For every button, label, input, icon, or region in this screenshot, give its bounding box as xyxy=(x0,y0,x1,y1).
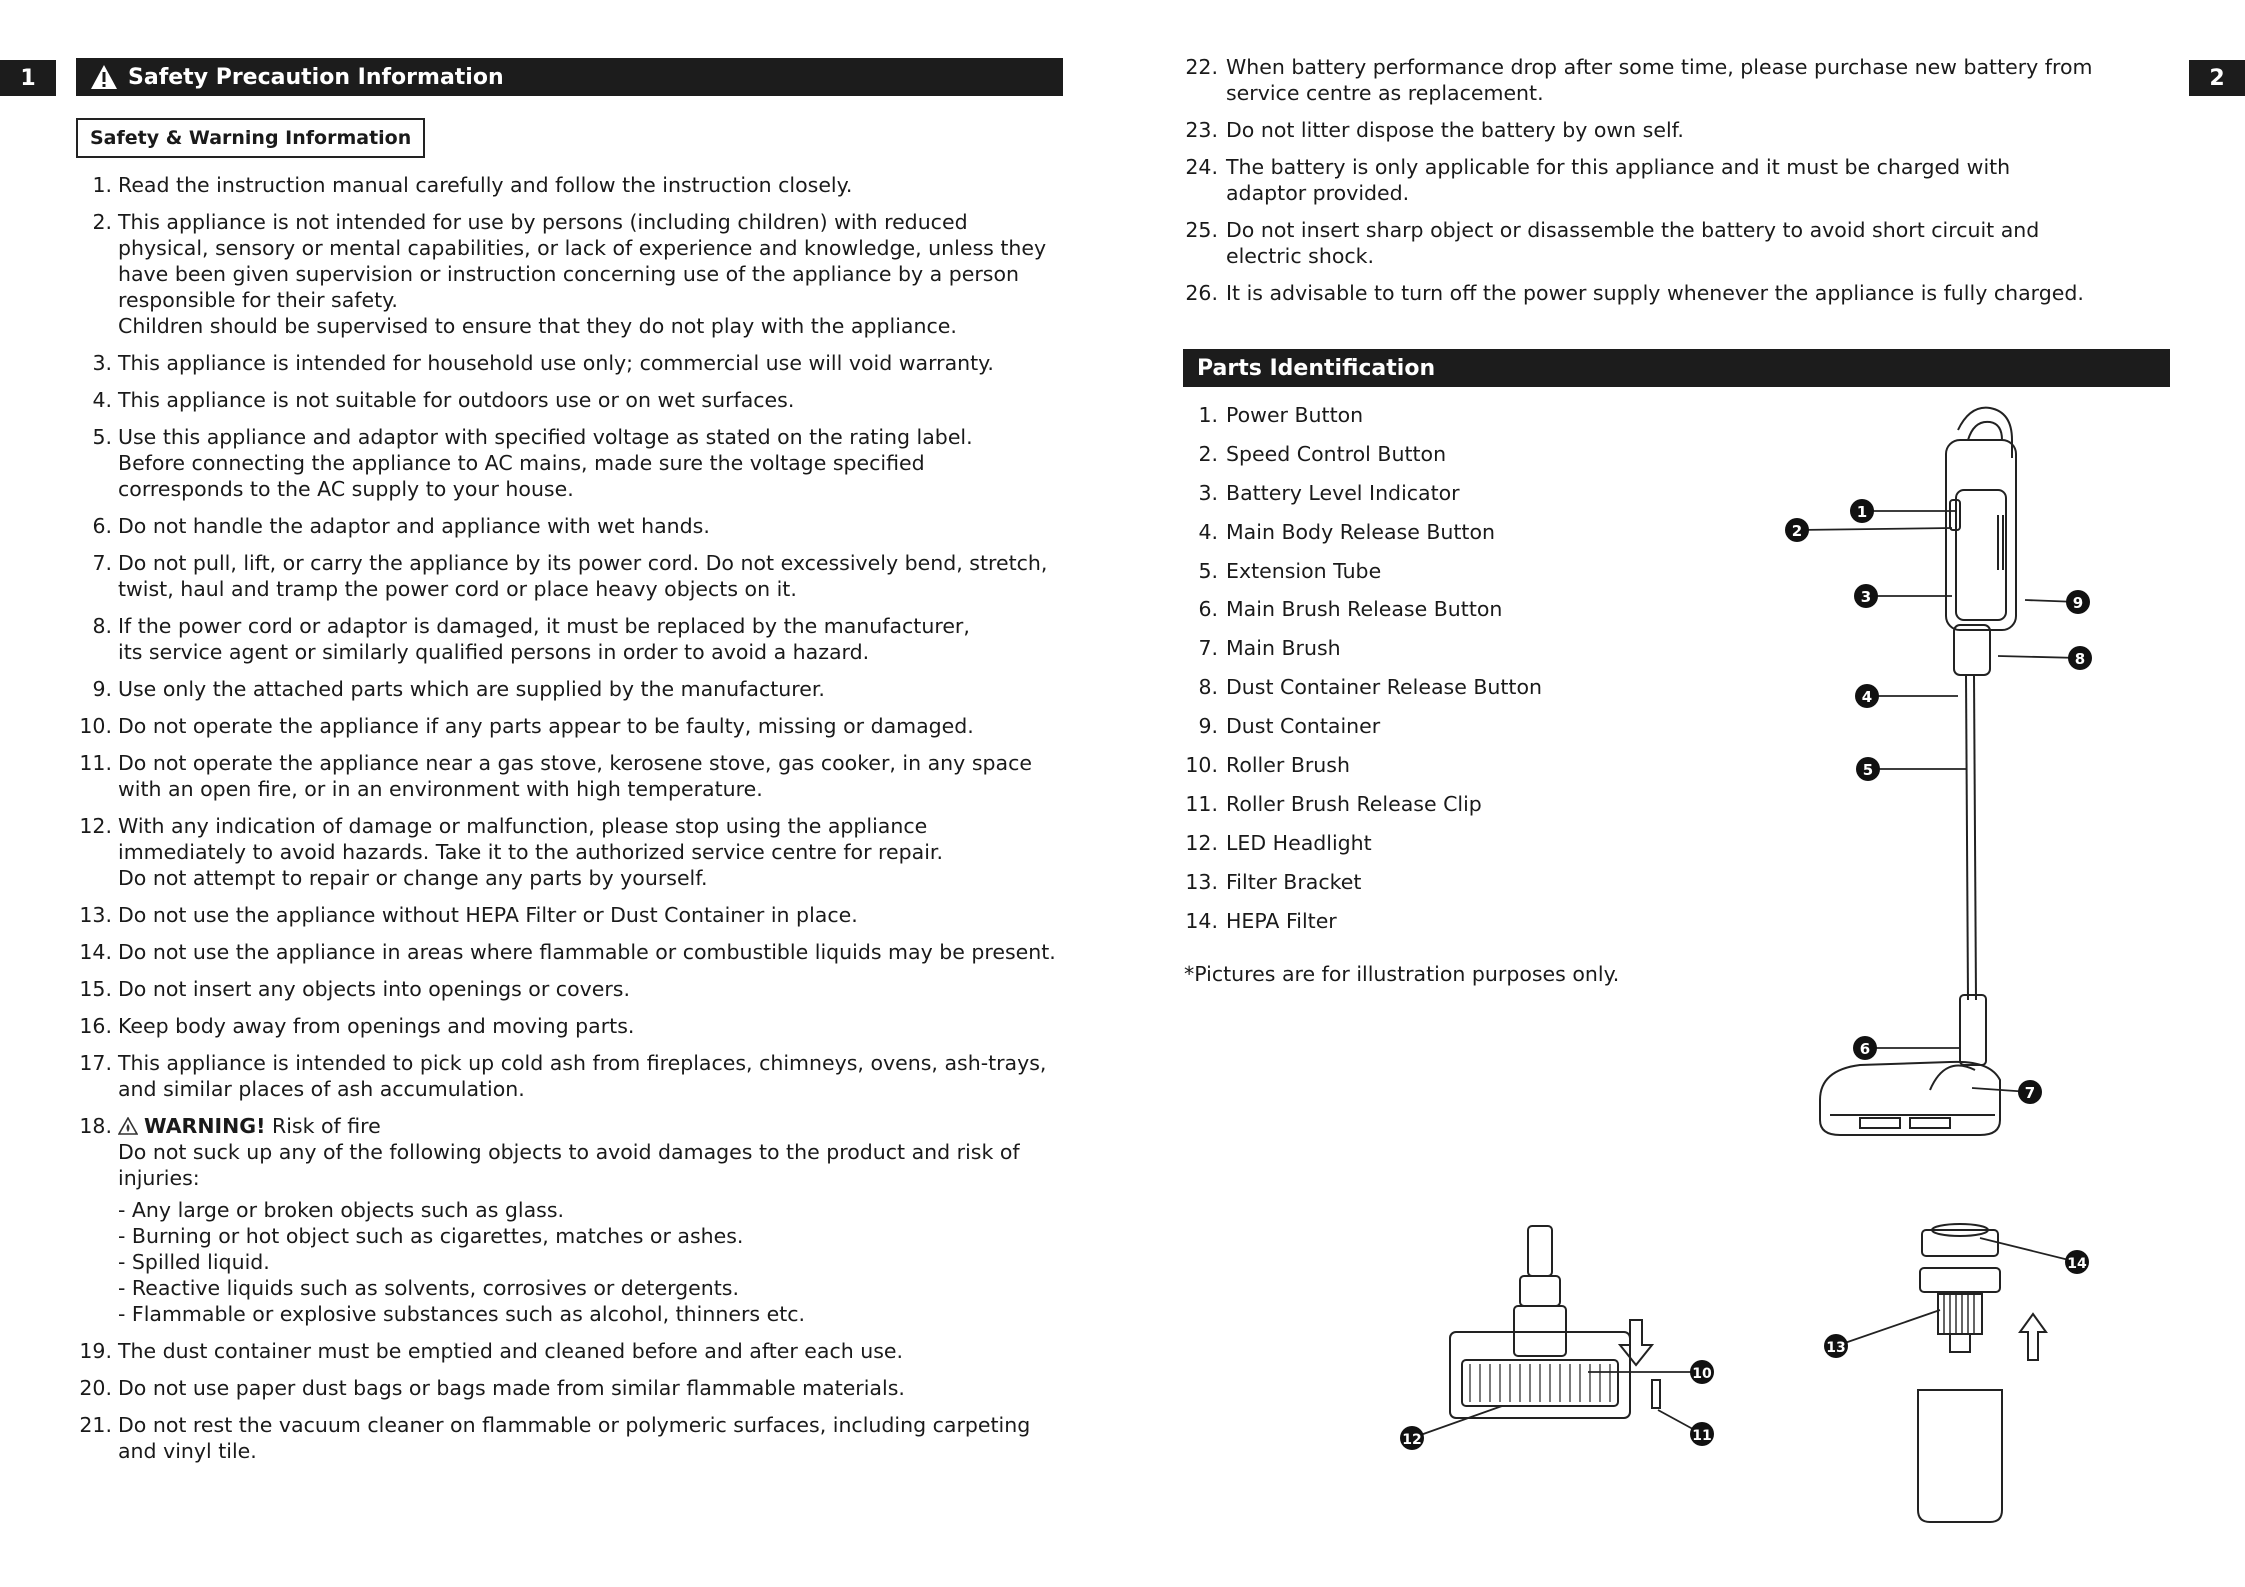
safety-item-number: 14. xyxy=(79,940,112,964)
safety-item-warning xyxy=(78,1113,1068,1327)
safety-item-number: 5. xyxy=(92,425,112,449)
safety-item-number: 18. xyxy=(79,1114,112,1138)
safety-item-text: Do not operate the appliance near a gas stove, kerosene stove, gas cooker, in any space with an open fire, or in an environment with high temperature. xyxy=(118,751,1032,801)
fire-warning-icon xyxy=(118,1117,138,1135)
safety-item xyxy=(78,713,1068,739)
safety-warning-subheader: Safety & Warning Information xyxy=(76,118,425,158)
safety-item-text: This appliance is intended to pick up cold ash from fireplaces, chimneys, ovens, ash-trays, and similar places of ash accumulation. xyxy=(118,1051,1047,1101)
svg-text:7: 7 xyxy=(2024,1084,2036,1102)
safety-item-text: Do not rest the vacuum cleaner on flammable or polymeric surfaces, including carpeting and vinyl tile. xyxy=(118,1413,1031,1463)
safety-item-text: With any indication of damage or malfunction, please stop using the appliance immediately to avoid hazards. Take it to the authorized service centre for repair. Do not attempt to repair or change any parts by yourself. xyxy=(118,814,943,890)
safety-item-number: 20. xyxy=(79,1376,112,1400)
part-item-number: 6. xyxy=(1198,597,1218,622)
safety-list xyxy=(78,172,1068,1475)
part-item-text: Power Button xyxy=(1226,403,1364,427)
svg-text:10: 10 xyxy=(1692,1366,1712,1382)
safety-item-number: 9. xyxy=(92,677,112,701)
safety-item-number: 8. xyxy=(92,614,112,638)
safety-item-number: 12. xyxy=(79,814,112,838)
callout-7 xyxy=(2018,1080,2042,1104)
safety-item-text: Read the instruction manual carefully and follow the instruction closely. xyxy=(118,173,853,197)
safety-item-text: Do not pull, lift, or carry the appliance by its power cord. Do not excessively bend, stretch, twist, haul and tramp the power cord or place heavy objects on it. xyxy=(118,551,1048,601)
safety-item-number: 2. xyxy=(92,210,112,234)
safety-item-text: The dust container must be emptied and cleaned before and after each use. xyxy=(118,1339,904,1363)
part-item xyxy=(1184,791,1704,817)
svg-text:4: 4 xyxy=(1861,688,1873,706)
safety-item-number: 22. xyxy=(1185,55,1218,79)
part-item-number: 12. xyxy=(1185,830,1218,855)
safety-item xyxy=(78,513,1068,539)
safety-item xyxy=(78,350,1068,376)
part-item-text: LED Headlight xyxy=(1226,830,1372,855)
safety-item-text: If the power cord or adaptor is damaged, it must be replaced by the manufacturer, its service agent or similarly qualified persons in order to avoid a hazard. xyxy=(118,614,970,664)
safety-item-number: 11. xyxy=(79,751,112,775)
callout-13 xyxy=(1824,1334,1848,1358)
part-item xyxy=(1184,558,1704,584)
callout-10 xyxy=(1690,1360,1714,1384)
safety-item-text: Do not use the appliance without HEPA Filter or Dust Container in place. xyxy=(118,903,858,927)
safety-item-text: Do not insert sharp object or disassemble the battery to avoid short circuit and electric shock. xyxy=(1226,218,2040,268)
part-item-number: 10. xyxy=(1185,753,1218,778)
callout-5 xyxy=(1856,757,1880,781)
safety-item xyxy=(78,976,1068,1002)
page-number-left: 1 xyxy=(0,60,56,96)
callout-6 xyxy=(1853,1036,1877,1060)
safety-item-number: 21. xyxy=(79,1413,112,1437)
hazard-sublist xyxy=(118,1197,1068,1327)
part-item-text: Roller Brush Release Clip xyxy=(1226,791,1482,816)
safety-item xyxy=(78,1013,1068,1039)
safety-item xyxy=(78,1412,1068,1464)
callout-9 xyxy=(2066,590,2090,614)
part-item xyxy=(1184,441,1704,467)
safety-item-text: It is advisable to turn off the power supply whenever the appliance is fully charged. xyxy=(1226,281,2084,305)
part-item-number: 14. xyxy=(1185,908,1218,933)
part-item xyxy=(1184,480,1704,506)
part-item-number: 13. xyxy=(1185,869,1218,894)
callout-14 xyxy=(2065,1250,2089,1274)
part-item xyxy=(1184,830,1704,856)
part-item xyxy=(1184,752,1704,778)
hazard-item: - Burning or hot object such as cigarettes, matches or ashes. xyxy=(118,1224,744,1248)
safety-item-number: 24. xyxy=(1185,155,1218,179)
part-item xyxy=(1184,908,1704,934)
safety-item-text: Do not handle the adaptor and appliance with wet hands. xyxy=(118,514,710,538)
part-item-number: 7. xyxy=(1198,636,1218,661)
filter-diagram xyxy=(1810,1210,2100,1530)
safety-item xyxy=(1184,154,2144,206)
roller-brush-diagram xyxy=(1390,1220,1730,1465)
safety-item xyxy=(1184,217,2144,269)
safety-item-text: The battery is only applicable for this appliance and it must be charged with adaptor provided. xyxy=(1226,155,2011,205)
part-item-text: HEPA Filter xyxy=(1226,908,1337,933)
safety-item-number: 3. xyxy=(92,351,112,375)
part-item xyxy=(1184,402,1704,428)
safety-item xyxy=(78,387,1068,413)
svg-text:13: 13 xyxy=(1826,1340,1846,1356)
safety-item-text: When battery performance drop after some time, please purchase new battery from service centre as replacement. xyxy=(1226,55,2093,105)
safety-item xyxy=(78,939,1068,965)
part-item-text: Filter Bracket xyxy=(1226,869,1362,894)
part-item-text: Main Brush Release Button xyxy=(1226,597,1503,622)
part-item-number: 1. xyxy=(1198,403,1218,427)
up-arrow-icon xyxy=(2020,1314,2046,1360)
svg-text:11: 11 xyxy=(1692,1428,1712,1444)
warning-description: Do not suck up any of the following objects to avoid damages to the product and risk of injuries: xyxy=(118,1140,1020,1190)
callout-1 xyxy=(1850,499,1874,523)
vacuum-diagram xyxy=(1760,400,2100,1150)
hazard-item: - Any large or broken objects such as glass. xyxy=(118,1198,565,1222)
part-item-number: 9. xyxy=(1198,714,1218,739)
safety-item-number: 10. xyxy=(79,714,112,738)
part-item-number: 4. xyxy=(1198,519,1218,544)
part-item-number: 5. xyxy=(1198,558,1218,583)
hazard-item: - Flammable or explosive substances such as alcohol, thinners etc. xyxy=(118,1302,806,1326)
svg-text:8: 8 xyxy=(2074,650,2086,668)
part-item-text: Speed Control Button xyxy=(1226,441,1447,466)
svg-text:1: 1 xyxy=(1856,503,1868,521)
safety-item-number: 1. xyxy=(92,173,112,197)
safety-item xyxy=(78,1375,1068,1401)
safety-item-text: This appliance is intended for household use only; commercial use will void warranty. xyxy=(118,351,994,375)
down-arrow-icon xyxy=(1620,1320,1652,1365)
safety-item-text: Do not use paper dust bags or bags made from similar flammable materials. xyxy=(118,1376,905,1400)
safety-header-title: Safety Precaution Information xyxy=(128,64,504,90)
page-number-right: 2 xyxy=(2189,60,2245,96)
safety-item-number: 4. xyxy=(92,388,112,412)
svg-text:6: 6 xyxy=(1859,1040,1871,1058)
safety-item xyxy=(1184,54,2144,106)
safety-item-text: Use only the attached parts which are supplied by the manufacturer. xyxy=(118,677,825,701)
safety-item-text: Keep body away from openings and moving parts. xyxy=(118,1014,635,1038)
safety-item-text: Do not insert any objects into openings or covers. xyxy=(118,977,630,1001)
safety-item xyxy=(78,1050,1068,1102)
safety-item xyxy=(78,750,1068,802)
safety-item-number: 15. xyxy=(79,977,112,1001)
svg-text:3: 3 xyxy=(1860,588,1872,606)
safety-item-number: 16. xyxy=(79,1014,112,1038)
warning-triangle-icon xyxy=(90,64,118,90)
part-item-number: 2. xyxy=(1198,441,1218,466)
parts-list xyxy=(1184,402,1704,946)
part-item-number: 8. xyxy=(1198,675,1218,700)
safety-item xyxy=(78,172,1068,198)
warning-text: Risk of fire xyxy=(265,1114,381,1138)
safety-item-number: 25. xyxy=(1185,218,1218,242)
svg-text:12: 12 xyxy=(1402,1432,1422,1448)
safety-item-text: This appliance is not suitable for outdoors use or on wet surfaces. xyxy=(118,388,795,412)
safety-item xyxy=(78,209,1068,339)
callout-2 xyxy=(1785,518,1809,542)
illustration-note: *Pictures are for illustration purposes only. xyxy=(1184,962,1620,986)
safety-item-text: Use this appliance and adaptor with specified voltage as stated on the rating label. Before connecting the appliance to AC mains, made sure the voltage specified corresponds to the AC supply to your house. xyxy=(118,425,973,501)
safety-item xyxy=(78,1338,1068,1364)
safety-item-number: 7. xyxy=(92,551,112,575)
safety-item xyxy=(78,813,1068,891)
parts-header-bar xyxy=(1183,349,2170,387)
part-item-text: Dust Container xyxy=(1226,714,1381,739)
part-item-text: Roller Brush xyxy=(1226,753,1350,778)
svg-text:2: 2 xyxy=(1791,522,1803,540)
svg-text:14: 14 xyxy=(2067,1256,2087,1272)
safety-item-number: 6. xyxy=(92,514,112,538)
safety-item-text: Do not litter dispose the battery by own self. xyxy=(1226,118,1684,142)
safety-item-number: 23. xyxy=(1185,118,1218,142)
safety-item-number: 26. xyxy=(1185,281,1218,305)
part-item xyxy=(1184,713,1704,739)
svg-text:5: 5 xyxy=(1862,761,1874,779)
callout-11 xyxy=(1690,1422,1714,1446)
part-item-text: Main Brush xyxy=(1226,636,1341,661)
safety-item xyxy=(78,424,1068,502)
part-item-text: Extension Tube xyxy=(1226,558,1382,583)
safety-item-text: This appliance is not intended for use by persons (including children) with reduced physical, sensory or mental capabilities, or lack of experience and knowledge, unless they have been given supervision or instruction concerning use of the appliance by a person responsible for their safety. Children should be supervised to ensure that they do not play with the appliance. xyxy=(118,210,1047,338)
part-item xyxy=(1184,519,1704,545)
safety-header-bar xyxy=(76,58,1063,96)
safety-item xyxy=(78,676,1068,702)
part-item-text: Main Body Release Button xyxy=(1226,519,1496,544)
warning-line xyxy=(118,1113,1068,1139)
safety-item-number: 19. xyxy=(79,1339,112,1363)
warning-label: WARNING! xyxy=(144,1114,266,1138)
hazard-item: - Reactive liquids such as solvents, corrosives or detergents. xyxy=(118,1276,739,1300)
part-item-number: 11. xyxy=(1185,791,1218,816)
safety-item xyxy=(1184,117,2144,143)
hazard-item: - Spilled liquid. xyxy=(118,1250,270,1274)
safety-item xyxy=(1184,280,2144,306)
part-item-text: Battery Level Indicator xyxy=(1226,480,1460,505)
safety-item xyxy=(78,902,1068,928)
safety-item-text: Do not use the appliance in areas where flammable or combustible liquids may be present. xyxy=(118,940,1056,964)
safety-item-number: 17. xyxy=(79,1051,112,1075)
safety-item xyxy=(78,550,1068,602)
callout-3 xyxy=(1854,584,1878,608)
safety-list-continued xyxy=(1184,54,2144,317)
callout-4 xyxy=(1855,684,1879,708)
safety-item xyxy=(78,613,1068,665)
callout-12 xyxy=(1400,1426,1424,1450)
callout-8 xyxy=(2068,646,2092,670)
part-item-text: Dust Container Release Button xyxy=(1226,675,1542,700)
safety-item-number: 13. xyxy=(79,903,112,927)
part-item xyxy=(1184,635,1704,661)
parts-header-title: Parts Identification xyxy=(1197,355,1436,381)
part-item-number: 3. xyxy=(1198,480,1218,505)
part-item xyxy=(1184,869,1704,895)
part-item xyxy=(1184,596,1704,622)
svg-text:9: 9 xyxy=(2072,594,2084,612)
safety-item-text: Do not operate the appliance if any parts appear to be faulty, missing or damaged. xyxy=(118,714,974,738)
part-item xyxy=(1184,674,1704,700)
